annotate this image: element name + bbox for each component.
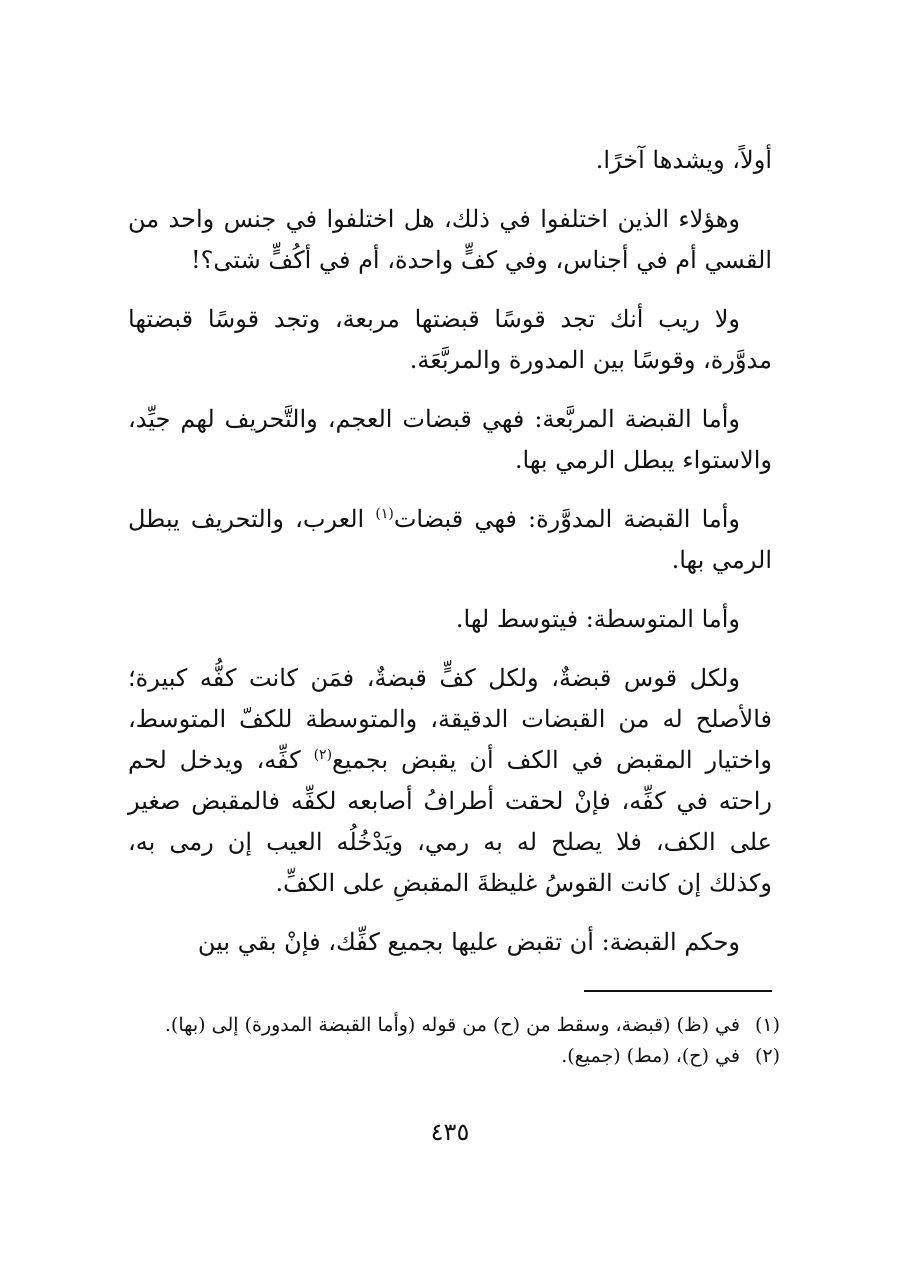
main-text (128, 140, 772, 981)
paragraph-8: وحكم القبضة: أن تقبض عليها بجميع كفِّك، فإنْ بقي بين (197, 928, 740, 956)
footnote-marker-2: (٢) (313, 747, 333, 763)
footnote-divider (584, 990, 772, 992)
footnote-1 (128, 1010, 780, 1041)
footnote-1-number: (١) (754, 1014, 780, 1036)
paragraph-4: وأما القبضة المربَّعة: فهي قبضات العجم، والتَّحريف لهم جيِّد، والاستواء يبطل الرمي بها. (128, 405, 772, 474)
footnote-2-number: (٢) (754, 1045, 780, 1067)
footnote-2-text: في (ح)، (مط) (جميع). (561, 1045, 740, 1067)
paragraph-7-after: كفِّه، ويدخل لحم راحته في كفِّه، فإنْ لحقت أطرافُ أصابعه لكفِّه فالمقبض صغير على الكف، فلا يصلح له به رمي، ويَدْخُلُه العيب إن رمى به، وكذلك إن كانت القوسُ غليظةَ المقبضِ على الكفِّ. (128, 746, 772, 897)
paragraph-7 (128, 658, 772, 904)
footnotes (128, 1010, 780, 1072)
footnote-marker-1: (١) (375, 506, 394, 522)
paragraph-5-before: وأما القبضة المدوَّرة: فهي قبضات (393, 505, 740, 533)
page-number: ٤٣٥ (430, 1118, 470, 1146)
paragraph-6: وأما المتوسطة: فيتوسط لها. (455, 605, 740, 633)
footnote-1-text: في (ظ) (قبضة، وسقط من (ح) من قوله (وأما القبضة المدورة) إلى (بها). (164, 1014, 740, 1036)
paragraph-5 (128, 499, 772, 581)
paragraph-1: أولاً، ويشدها آخرًا. (595, 146, 772, 174)
paragraph-3: ولا ريب أنك تجد قوسًا قبضتها مربعة، وتجد قوسًا قبضتها مدوَّرة، وقوسًا بين المدورة والمربَّعَة. (128, 305, 772, 374)
paragraph-2: وهؤلاء الذين اختلفوا في ذلك، هل اختلفوا في جنس واحد من القسي أم في أجناس، وفي كفٍّ واحدة، أم في أكُفٍّ شتى؟! (128, 205, 772, 274)
paragraph-7-before: ولكل قوس قبضةٌ، ولكل كفٍّ قبضةٌ، فمَن كانت كفُّه كبيرة؛ فالأصلح له من القبضات الدقيقة، والمتوسطة للكفّ المتوسط، واختيار المقبض في الكف أن يقبض بجميع (128, 664, 772, 774)
footnote-2 (128, 1041, 780, 1072)
paragraph-5-after: العرب، والتحريف يبطل الرمي بها. (128, 505, 772, 574)
